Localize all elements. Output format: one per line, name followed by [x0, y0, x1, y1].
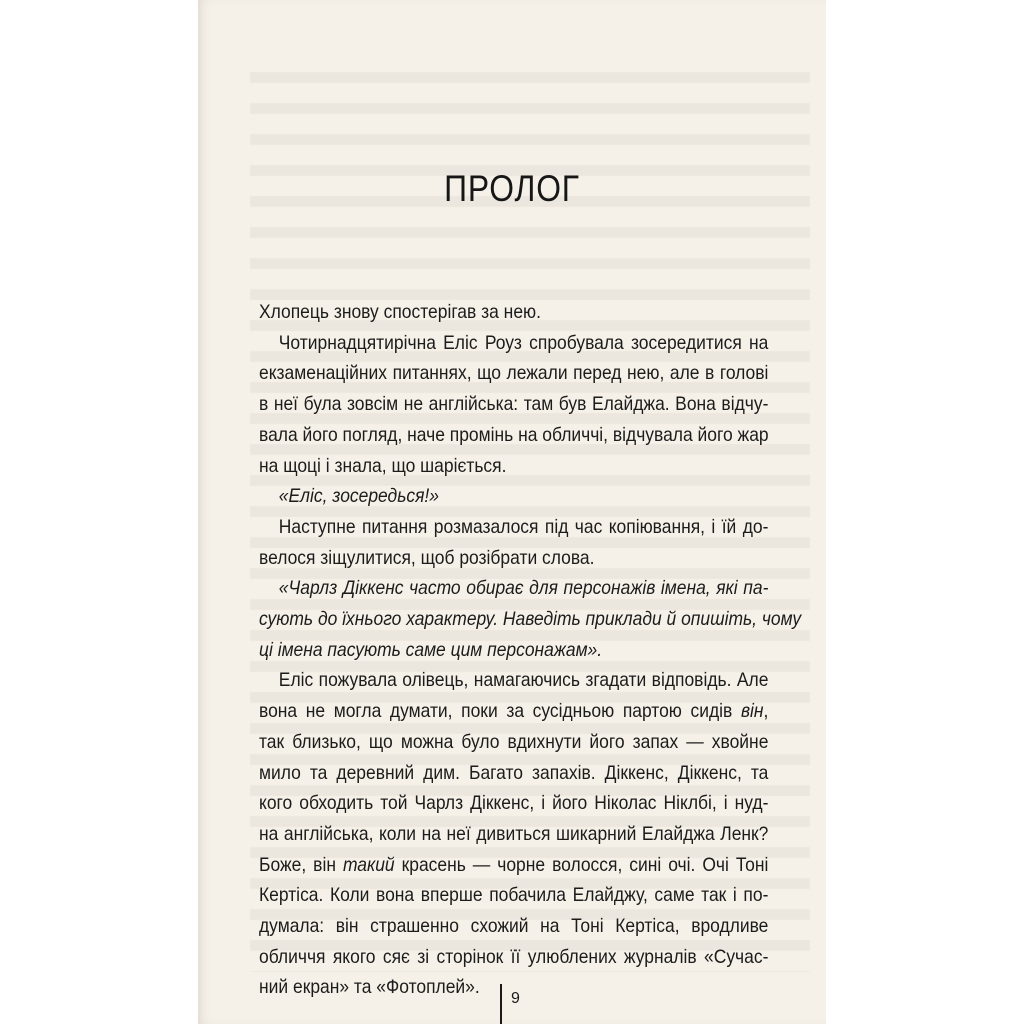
paragraph-line: Еліс пожувала олівець, намагаючись згадати відповідь. Але [278, 669, 769, 692]
exam-question-line: ці імена пасують саме цим персонажам». [259, 638, 603, 661]
paragraph-line [259, 696, 768, 727]
page-number: 9 [500, 984, 520, 1024]
paragraph-line: екзаменаційних питаннях, що лежали перед нею, але в голові [259, 362, 769, 385]
exam-question-line: «Чарлз Діккенс часто обирає для персонажів імена, які па- [278, 577, 769, 600]
paragraph-line: на щоці і знала, що шаріється. [259, 454, 507, 477]
paragraph-line: на англійська, коли на неї дивиться шикарний Елайджа Ленк? [259, 822, 769, 845]
text-run: красень — чорне волосся, сині очі. Очі Тоні [394, 853, 769, 876]
paragraph-line: Кертіса. Коли вона вперше побачила Елайджу, саме так і по- [259, 884, 769, 907]
text-run: , [763, 700, 769, 723]
paragraph-line: обличчя якого сяє зі сторінок її улюблених журналів «Сучас- [259, 945, 769, 968]
paragraph-line: Хлопець знову спостерігав за нею. [259, 301, 541, 323]
paragraph-line: Наступне питання розмазалося під час копіювання, і їй до- [278, 515, 769, 538]
italic-emphasis: він [740, 700, 764, 723]
chapter-title: ПРОЛОГ [444, 168, 580, 209]
paragraph-line: так близько, що можна було вдихнути його запах — хвойне [259, 730, 769, 753]
italic-thought: «Еліс, зосередься!» [278, 485, 439, 508]
paragraph-line: кого обходить той Чарлз Діккенс, і його Ніколас Ніклбі, і нуд- [259, 792, 769, 815]
text-run: Боже, він [259, 853, 343, 876]
paragraph-line: в неї була зовсім не англійська: там був Елайджа. Вона відчу- [259, 393, 769, 416]
italic-emphasis: такий [342, 853, 395, 876]
paragraph-line [259, 850, 768, 881]
paragraph-line: ний екран» та «Фотоплей». [259, 976, 480, 999]
paragraph-line: мило та деревний дим. Багато запахів. Діккенс, Діккенс, та [259, 761, 769, 784]
paragraph-line: вала його погляд, наче промінь на обличчі, відчувала його жар [259, 423, 769, 446]
paragraph-line: думала: він страшенно схожий на Тоні Кертіса, вродливе [259, 915, 769, 938]
text-run: вона не могла думати, поки за сусідньою партою сидів [259, 700, 741, 723]
paragraph-line: велося зіщулитися, щоб розібрати слова. [259, 546, 595, 569]
body-text [259, 297, 802, 1003]
exam-question-line: сують до їхнього характеру. Наведіть приклади й опишіть, чому [259, 608, 802, 631]
paragraph-line: Чотирнадцятирічна Еліс Роуз спробувала зосередитися на [278, 331, 769, 354]
